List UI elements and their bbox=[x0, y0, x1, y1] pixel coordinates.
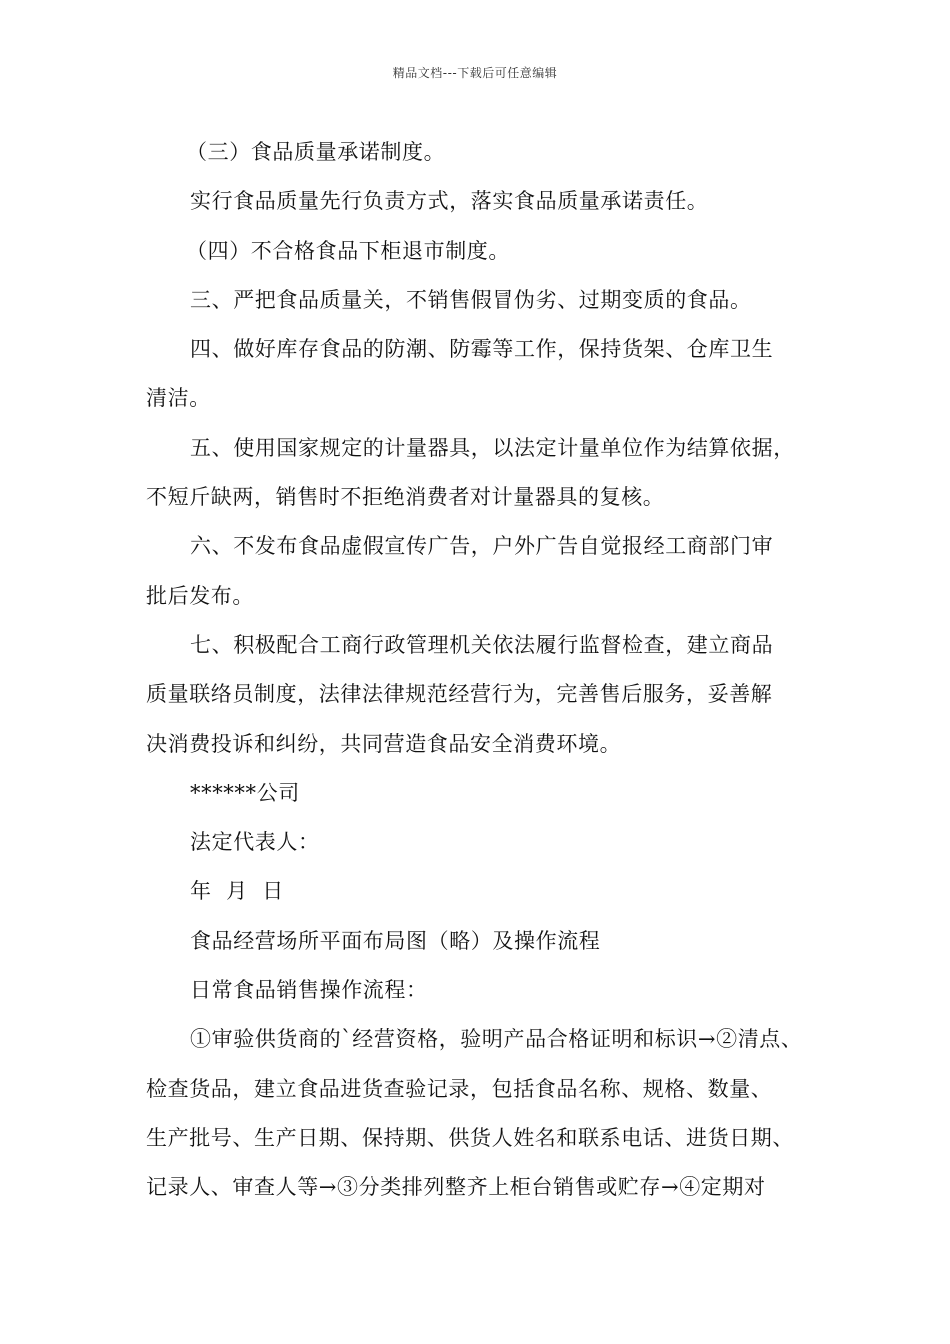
text-line: 七、积极配合工商行政管理机关依法履行监督检查，建立商品 bbox=[190, 632, 774, 657]
text-line: ******公司 bbox=[190, 780, 300, 805]
daily-sales-process-steps bbox=[146, 1015, 816, 1212]
paragraph-item-3 bbox=[146, 276, 816, 325]
paragraph-3-commitment-heading bbox=[146, 128, 816, 177]
text-line: 年 月 日 bbox=[190, 879, 284, 904]
layout-and-process-heading bbox=[146, 917, 816, 966]
text-line: （四）不合格食品下柜退市制度。 bbox=[186, 238, 510, 263]
document-body bbox=[146, 128, 816, 1213]
text-line: ①审验供货商的`经营资格，验明产品合格证明和标识→②清点、 bbox=[190, 1027, 803, 1052]
text-line: 批后发布。 bbox=[146, 583, 254, 608]
date-line bbox=[146, 867, 816, 916]
text-line: 三、严把食品质量关，不销售假冒伪劣、过期变质的食品。 bbox=[190, 287, 752, 312]
text-line: 六、不发布食品虚假宣传广告，户外广告自觉报经工商部门审 bbox=[190, 534, 774, 559]
text-line: 检查货品，建立食品进货查验记录，包括食品名称、规格、数量、 bbox=[146, 1076, 773, 1101]
paragraph-item-4 bbox=[146, 325, 816, 424]
text-line: 实行食品质量先行负责方式，落实食品质量承诺责任。 bbox=[190, 189, 709, 214]
text-line: 决消费投诉和纠纷，共同营造食品安全消费环境。 bbox=[146, 731, 622, 756]
company-name bbox=[146, 769, 816, 818]
text-line: 不短斤缺两，销售时不拒绝消费者对计量器具的复核。 bbox=[146, 485, 665, 510]
text-line: 食品经营场所平面布局图（略）及操作流程 bbox=[190, 928, 601, 953]
page-header: 精品文档---下载后可任意编辑 bbox=[392, 66, 558, 80]
legal-representative bbox=[146, 818, 816, 867]
text-line: 五、使用国家规定的计量器具，以法定计量单位作为结算依据， bbox=[190, 435, 795, 460]
text-line: 法定代表人： bbox=[190, 830, 320, 855]
daily-sales-process-heading bbox=[146, 966, 816, 1015]
paragraph-item-7 bbox=[146, 621, 816, 769]
text-line: 日常食品销售操作流程： bbox=[190, 978, 428, 1003]
text-line: 四、做好库存食品的防潮、防霉等工作，保持货架、仓库卫生 bbox=[190, 337, 774, 362]
paragraph-4-removal-heading bbox=[146, 227, 816, 276]
paragraph-commitment-text bbox=[146, 177, 816, 226]
text-line: 生产批号、生产日期、保持期、供货人姓名和联系电话、进货日期、 bbox=[146, 1125, 794, 1150]
text-line: 质量联络员制度，法律法律规范经营行为，完善售后服务，妥善解 bbox=[146, 682, 773, 707]
text-line: 记录人、审查人等→③分类排列整齐上柜台销售或贮存→④定期对 bbox=[146, 1175, 766, 1200]
paragraph-item-5 bbox=[146, 424, 816, 523]
text-line: （三）食品质量承诺制度。 bbox=[186, 140, 446, 164]
paragraph-item-6 bbox=[146, 522, 816, 621]
text-line: 清洁。 bbox=[146, 386, 211, 411]
